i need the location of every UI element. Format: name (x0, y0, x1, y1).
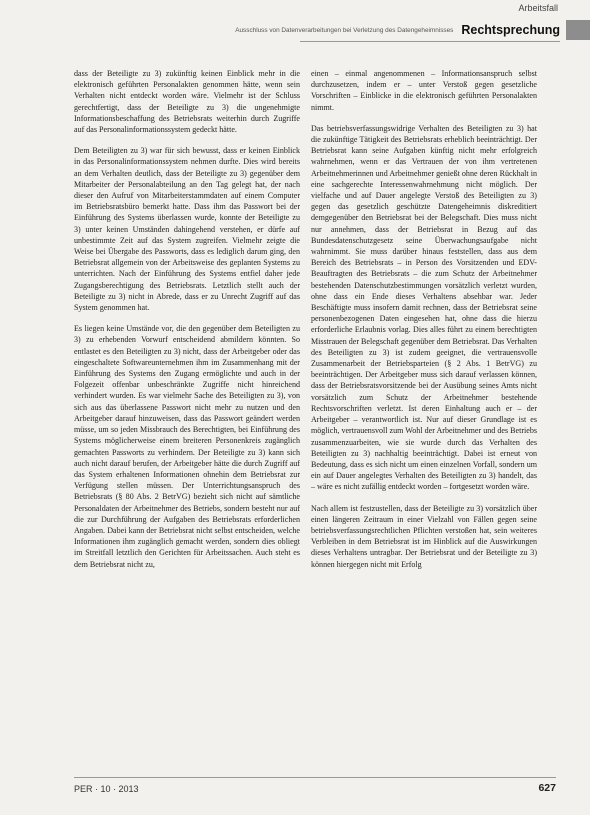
header-rule (300, 41, 560, 42)
left-column (74, 68, 300, 580)
header-strip (0, 20, 590, 40)
header-subline: Ausschluss von Datenverarbeitungen bei Verletzung des Datengeheimnisses (235, 26, 454, 34)
header-tab-marker (566, 20, 590, 40)
footer-rule (74, 777, 556, 778)
page-header (0, 0, 590, 48)
paragraph: Das betriebsverfassungswidrige Verhalten des Beteiligten zu 3) hat die zukünftige Tätigkeit des Betriebsrats erheblich beeinträchtigt. Der Betriebsrat kann seine Aufgaben künftig nicht mehr erfolgreich wahrnehmen, wenn er das Vertrauen der von ihm vertretenen Arbeitnehmerinnen und Arbeitnehmer genießt ohne deren Rückhalt in eine sachgerechte Interessenwahrnehmung nicht möglich. Der vielfache und auf Dauer angelegte Verstoß des Beteiligten zu 3) gegen das gesetzlich geschützte Datengeheimnis diskreditiert demgegenüber den Betriebsrat bei der Belegschaft. Dies muss nicht nur annehmen, dass der Betriebsrat in Bezug auf das Bundesdatenschutzgesetz seine Überwachungsaufgabe nicht wahrnimmt. Sie muss darüber hinaus feststellen, dass aus dem Bereich des Betriebsrats – in Person des Vorsitzenden und EDV-Beauftragten des Betriebsrats – die zum Schutz der Arbeitnehmer bestehenden Datenschutzbestimmungen vorsätzlich verletzt wurden, ohne dass ein Ende dieses Verhaltens absehbar war. Jeder Beschäftigte muss insofern damit rechnen, dass der Betriebsrat seine personenbezogenen Daten eingesehen hat, ohne dass die hierzu erforderliche Erlaubnis vorlag. Dies alles führt zu einem berechtigten Misstrauen der Belegschaft gegenüber dem Betriebsrat. Das Verhalten des Beteiligten zu 3) ist zudem geeignet, die vertrauensvolle Zusammenarbeit der Betriebsparteien (§ 2 Abs. 1 BetrVG) zu beeinträchtigen. Der Arbeitgeber muss sich darauf verlassen können, dass der Betriebsratsvorsitzende bei der Ausübung seines Amts nicht vorsätzlich zum Schutz der Arbeitnehmer bestehende Rechtsvorschriften verletzt. Ist deren Einhaltung auch er – der Arbeitgeber – verantwortlich ist. Nur auf dieser Grundlage ist es möglich, vertrauensvoll zum Wohl der Arbeitnehmer und des Betriebs zusammenzuarbeiten, wie sie wurde durch das Verhalten des Beteiligten zu 3) nachhaltig beeinträchtigt. Dabei ist erneut von Bedeutung, dass es sich nicht um einen einzelnen Vorfall, sondern um ein auf Dauer angelegtes Verhalten des Beteiligten zu 3) handelt, das – wäre es nicht zufällig entdeckt worden – fortgesetzt worden wäre. (311, 123, 537, 492)
paragraph: einen – einmal angenommenen – Informationsanspruch selbst durchzusetzen, indem er – unter Verstoß gegen gesetzliche Vorschriften – Einblicke in die elektronisch geführten Personalakten nimmt. (311, 69, 537, 112)
page-number: 627 (538, 782, 556, 794)
section-label: Arbeitsfall (518, 3, 558, 13)
paragraph: dass der Beteiligte zu 3) zukünftig keinen Einblick mehr in die elektronisch geführten Personalakten genommen hätte, wenn sein Verhalten nicht entdeckt worden wäre. Vielmehr ist der Schluss gerechtfertigt, dass der Beteiligte zu 3) die ungenehmigte Informationsbeschaffung des Betriebsrats weiterhin durch Zugriffe auf das Personalinformationssystem gedeckt hätte. (74, 69, 300, 135)
right-column (311, 68, 537, 580)
paragraph: Nach allem ist festzustellen, dass der Beteiligte zu 3) vorsätzlich über einen längeren Zeitraum in einer Vielzahl von Fällen gegen seine betriebsverfassungsrechtlichen Pflichten verstoßen hat, sein weiteres Verbleiben in dem Betriebsrat ist im Hinblick auf die Auswirkungen dieses Verhaltens untragbar. Der Betriebsrat und der Beteiligte zu 3) können hiergegen nicht mit Erfolg (311, 503, 537, 569)
paragraph: Es liegen keine Umstände vor, die den gegenüber dem Beteiligten zu 3) zu erhebenden Vorwurf entscheidend abmildern könnten. So entlastet es den Beteiligten zu 3) nicht, dass der Arbeitgeber oder das eingeschaltete Softwareunternehmen ihm im Zusammenhang mit der Einführung des Systems den Zugang ermöglichte und auch in der Folgezeit offenbar unbeschränkte Zugriffe nicht hinreichend verhindert wurden. Es war vielmehr Sache des Beteiligten zu 3), von sich aus das überlassene Passwort nicht mehr zu nutzen und den Arbeitgeber darauf hinzuweisen, dass das Passwort geändert werden müsse, um so jeden Missbrauch des Berechtigten, bei Einführung des Systems möglicherweise einem breiteren Personenkreis zugänglich gemachten Passworts zu verhindern. Der Beteiligte zu 3) kann sich auch nicht darauf berufen, der Arbeitgeber hätte die durch Zugriff auf das System erhaltenen Informationen ohnehin dem Betriebsrat zur Verfügung stellen müssen. Der Unterrichtungsanspruch des Betriebsrats (§ 80 Abs. 2 BetrVG) bezieht sich nicht auf sämtliche Personaldaten der Arbeitnehmer des Betriebs, sondern besteht nur auf die zur Durchführung der Aufgaben des Betriebsrats erforderlichen Angaben. Dabei kann der Betriebsrat nicht selbst entscheiden, welche Informationen ihm zugänglich gemacht werden, sondern dies obliegt im Streitfall letztlich den Gerichten für Arbeitssachen. Auch steht es dem Betriebsrat nicht zu, (74, 324, 300, 569)
page-footer (0, 775, 590, 815)
rubric-title: Rechtsprechung (461, 23, 560, 37)
journal-reference: PER · 10 · 2013 (74, 784, 139, 794)
paragraph: Dem Beteiligten zu 3) war für sich bewusst, dass er keinen Einblick in das Personalinformationssystem nehmen durfte. Dies wird bereits an dem Verhalten deutlich, dass der Beteiligte zu 3) gegenüber dem Mitarbeiter der Personalabteilung an den Tag gelegt hat, der nach dieser den Aufruf von Mitarbeiterstammdaten auf einem Computer im Betriebsratsbüro bemerkt hatte. Dass ihm das Passwort bei der Einführung des Systems überlassen wurde, konnte der Beteiligte zu 3) unter keinen Umständen dahingehend verstehen, er dürfe auf unbestimmte Zeit auf das System zugreifen. Vielmehr zeigte die Weise bei Übergabe des Passworts, dass es lediglich darum ging, den Betriebsrat allgemein von der Arbeitsweise des geplanten Systems zu unterrichten. Nach der Einführung des Systems entfiel daher jede Zugangsberechtigung des Betriebsrats. Letztlich stellt auch der Beteiligte zu 3) nicht in Abrede, dass er zu Unrecht Zugriff auf das System genommen hat. (74, 146, 300, 313)
